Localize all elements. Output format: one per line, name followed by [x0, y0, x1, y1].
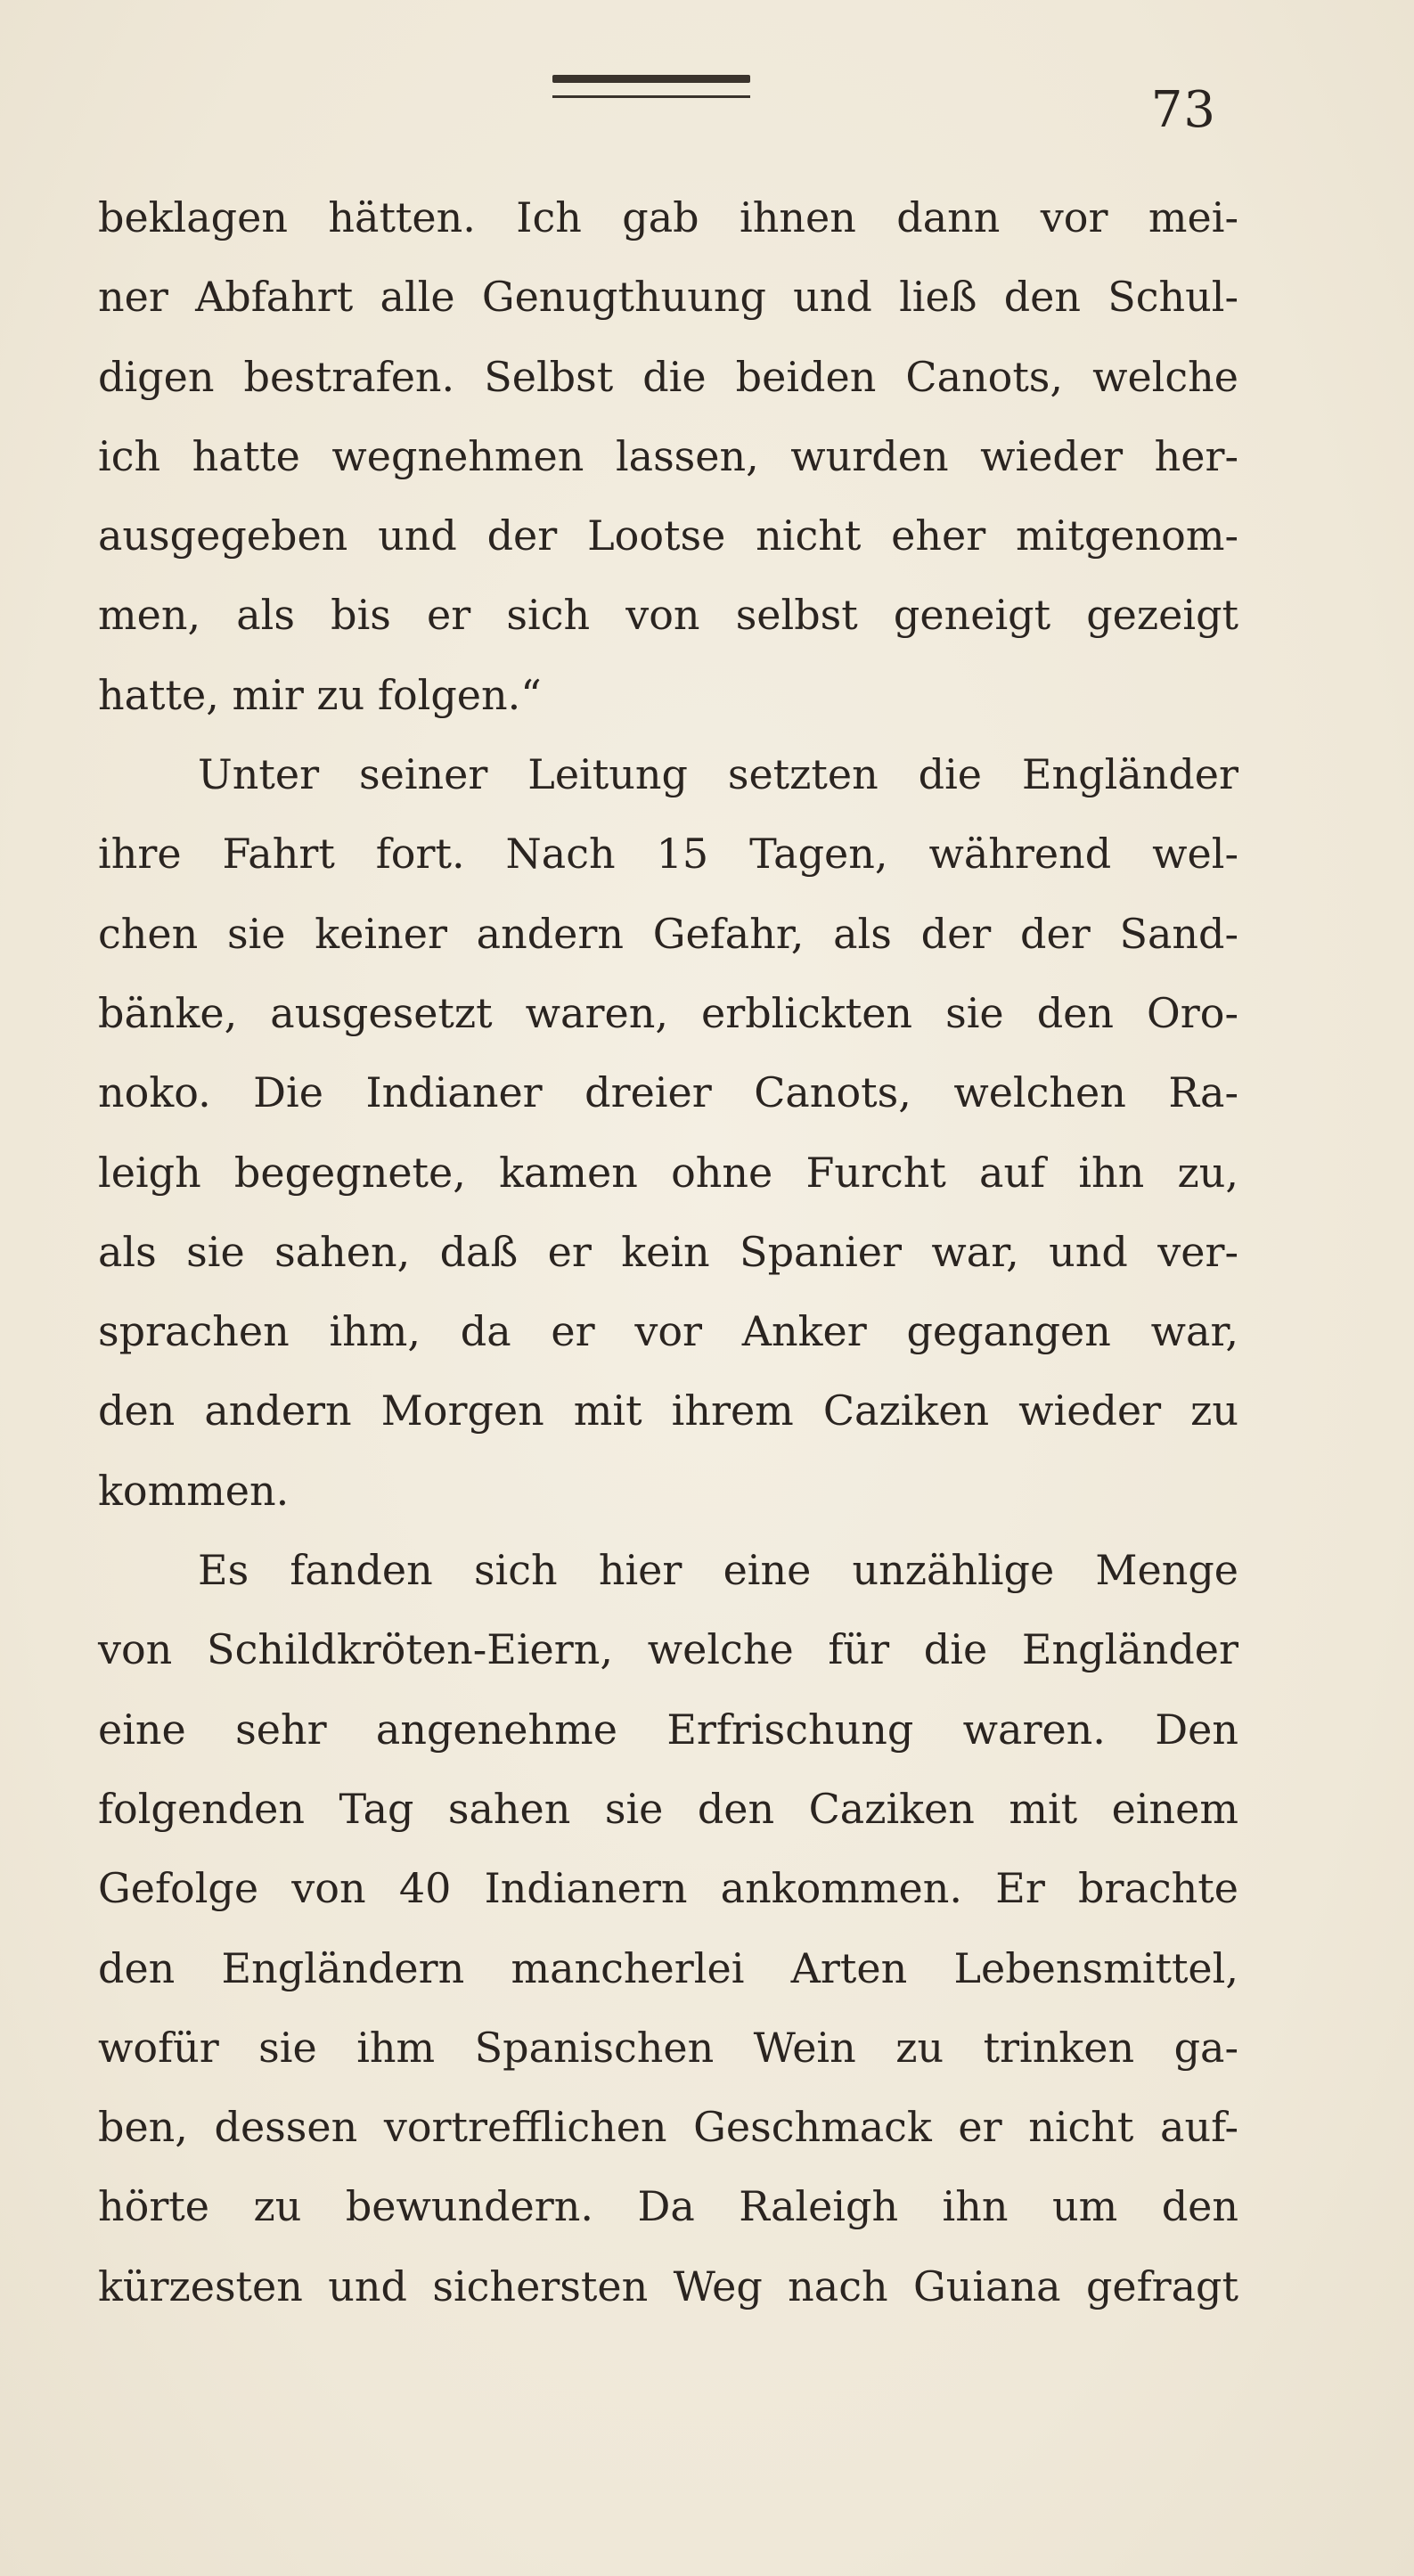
text-line: hatte, mir zu folgen.“: [98, 670, 542, 719]
text-line: ich hatte wegnehmen lassen, wurden wieder her-: [98, 431, 1238, 480]
text-line: folgenden Tag sahen sie den Caziken mit einem: [98, 1784, 1238, 1833]
text-line: ben, dessen vortrefflichen Geschmack er nicht auf-: [98, 2103, 1238, 2152]
text-line: Unter seiner Leitung setzten die Engländer: [198, 750, 1238, 799]
text-line: kürzesten und sichersten Weg nach Guiana gefragt: [98, 2261, 1238, 2310]
text-line: men, als bis er sich von selbst geneigt gezeigt: [98, 591, 1238, 640]
text-line: als sie sahen, daß er kein Spanier war, und ver-: [98, 1227, 1238, 1276]
text-line: leigh begegnete, kamen ohne Furcht auf ihn zu,: [98, 1148, 1238, 1197]
text-line: sprachen ihm, da er vor Anker gegangen war,: [98, 1307, 1238, 1356]
text-line: bänke, ausgesetzt waren, erblickten sie den Oro-: [98, 988, 1238, 1037]
text-line: von Schildkröten-Eiern, welche für die Engländer: [98, 1625, 1238, 1674]
text-line: ihre Fahrt fort. Nach 15 Tagen, während wel-: [98, 830, 1238, 879]
text-line: chen sie keiner andern Gefahr, als der der Sand-: [98, 909, 1238, 958]
text-line: den Engländern mancherlei Arten Lebensmittel,: [98, 1943, 1238, 1992]
body-text: [98, 178, 1238, 2327]
header-rule-thin: [552, 95, 750, 98]
text-line: den andern Morgen mit ihrem Caziken wieder zu: [98, 1386, 1238, 1435]
header-rule-thick: [552, 75, 750, 83]
text-line: eine sehr angenehme Erfrischung waren. Den: [98, 1705, 1238, 1754]
text-line: ner Abfahrt alle Genugthuung und ließ den Schul-: [98, 273, 1238, 322]
text-line: wofür sie ihm Spanischen Wein zu trinken ga-: [98, 2023, 1238, 2072]
text-line: Gefolge von 40 Indianern ankommen. Er brachte: [98, 1864, 1238, 1913]
text-line: ausgegeben und der Lootse nicht eher mitgenom-: [98, 511, 1238, 560]
text-line: hörte zu bewundern. Da Raleigh ihn um den: [98, 2182, 1238, 2231]
text-line: noko. Die Indianer dreier Canots, welchen Ra-: [98, 1068, 1238, 1117]
text-line: kommen.: [98, 1466, 290, 1515]
text-line: Es fanden sich hier eine unzählige Menge: [198, 1546, 1238, 1595]
text-line: beklagen hätten. Ich gab ihnen dann vor mei-: [98, 193, 1238, 241]
text-line: digen bestrafen. Selbst die beiden Canots, welche: [98, 352, 1238, 401]
page-number: 73: [1150, 81, 1216, 139]
